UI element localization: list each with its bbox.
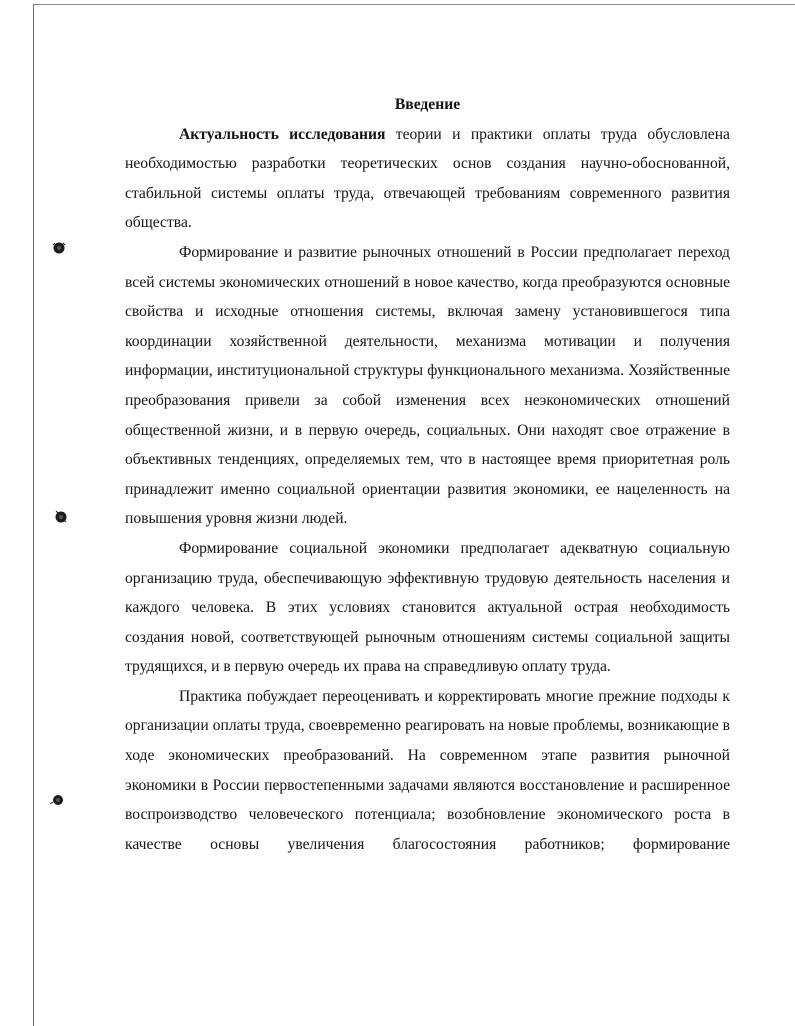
- paragraph-text: теории и практики оплаты труда обусловлена необходимостью разработки теоретических основ создания научно-обоснованной, стабильной системы оплаты труда, отвечающей требованиям современного развития общества.: [125, 125, 730, 232]
- punch-hole-icon: [54, 510, 68, 524]
- punch-hole-icon: [50, 793, 64, 807]
- punch-hole-icon: [52, 241, 66, 255]
- document-body: [125, 90, 730, 859]
- scan-left-edge: [33, 4, 34, 1026]
- paragraph-relevance: [125, 120, 730, 238]
- page-title: Введение: [394, 96, 461, 113]
- paragraph-social-economy: Формирование социальной экономики предполагает адекватную социальную организацию труда, обеспечивающую эффективную трудовую деятельность населения и каждого человека. В этих условиях становится актуальной острая необходимость создания новой, соответствующей рыночным отношениям системы социальной защиты трудящихся, и в первую очередь их права на справедливую оплату труда.: [125, 539, 730, 676]
- paragraph-market-relations: Формирование и развитие рыночных отношений в России предполагает переход всей системы экономических отношений в новое качество, когда преобразуются основные свойства и исходные отношения системы, включая замену установившегося типа координации хозяйственной деятельности, механизма мотивации и получения информации, институциональной структуры функционального механизма. Хозяйственные преобразования привели за собой изменения всех неэкономических отношений общественной жизни, и в первую очередь, социальных. Они находят свое отражение в объективных тенденциях, определяемых тем, что в настоящее время приоритетная роль принадлежит именно социальной ориентации развития экономики, ее нацеленность на повышения уровня жизни людей.: [125, 243, 730, 528]
- paragraph-practice: Практика побуждает переоценивать и корректировать многие прежние подходы к организации оплаты труда, своевременно реагировать на новые проблемы, возникающие в ходе экономических преобразований. На современном этапе развития рыночной экономики в России первостепенными задачами являются восстановление и расширенное воспроизводство человеческого потенциала; возобновление экономического роста в качестве основы увеличения благосостояния работников; формирование: [125, 687, 730, 853]
- scan-top-edge: [33, 4, 795, 5]
- relevance-lead: Актуальность исследования: [179, 125, 386, 143]
